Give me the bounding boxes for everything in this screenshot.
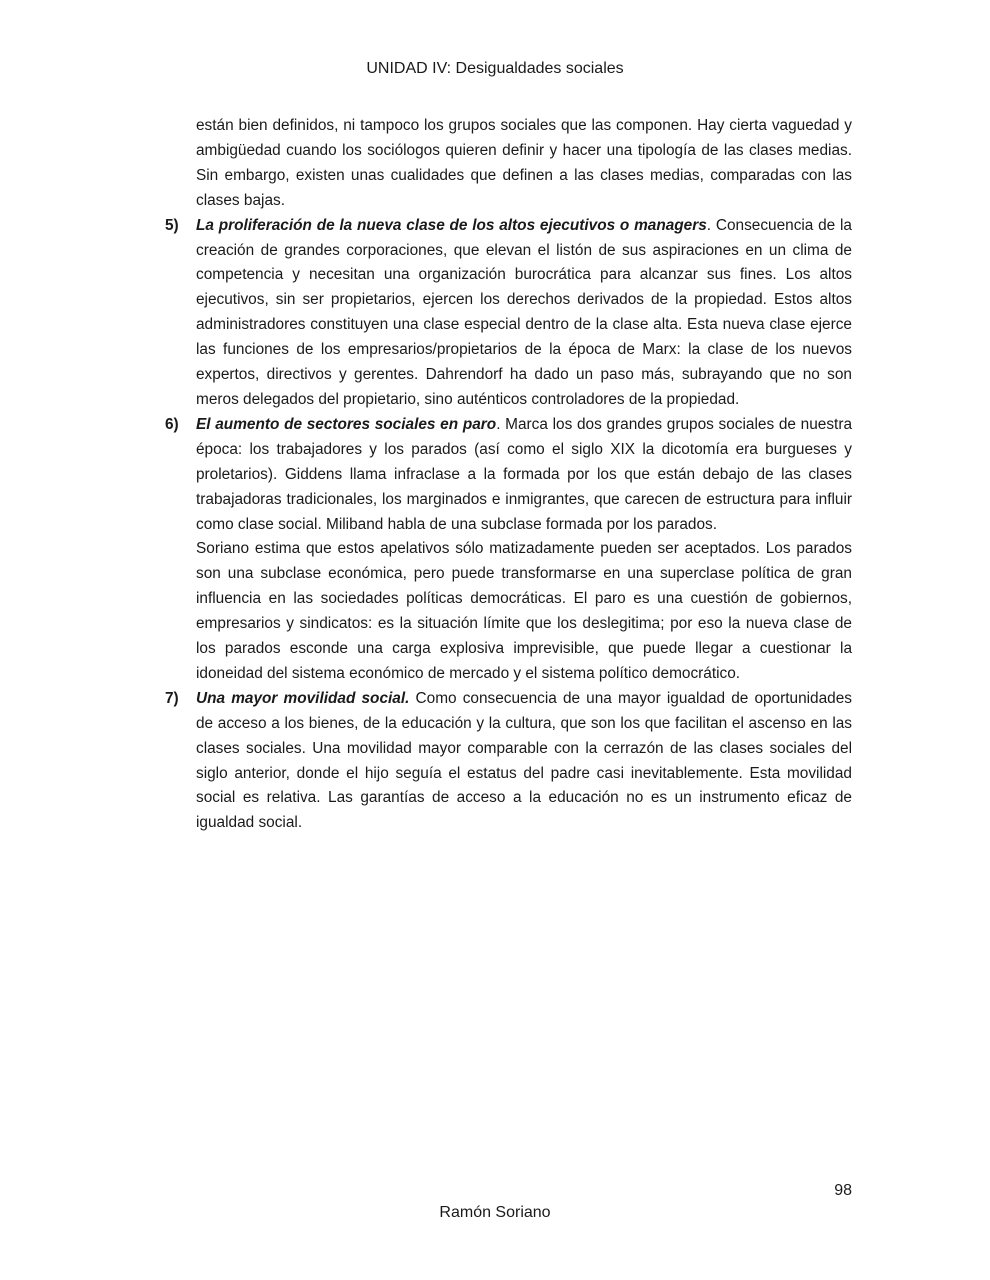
- list-item-5: [165, 214, 852, 413]
- list-item-text: . Consecuencia de la creación de grandes corporaciones, que elevan el listón de sus aspiraciones en un clima de competencia y necesitan una organización burocrática para alcanzar sus fines. Los altos ejecutivos, sin ser propietarios, ejercen los derechos derivados de la propiedad. Estos altos administradores constituyen una clase especial dentro de la clase alta. Esta nueva clase ejerce las funciones de los empresarios/propietarios de la época de Marx: la clase de los nuevos expertos, directivos y gerentes. Dahrendorf ha dado un paso más, subrayando que no son meros delegados del propietario, sino auténticos controladores de la propiedad.: [196, 216, 852, 408]
- list-item-lead: El aumento de sectores sociales en paro: [196, 415, 497, 433]
- list-number: 6): [165, 415, 179, 433]
- continuation-paragraph: están bien definidos, ni tampoco los grupos sociales que las componen. Hay cierta vaguedad y ambigüedad cuando los sociólogos quieren definir y hacer una tipología de las clases medias. Sin embargo, existen unas cualidades que definen a las clases medias, comparadas con las clases bajas.: [196, 117, 852, 209]
- running-header: UNIDAD IV: Desigualdades sociales: [366, 60, 624, 77]
- list-number: 7): [165, 689, 179, 707]
- list-item-body: [196, 413, 852, 538]
- list-item-lead: La proliferación de la nueva clase de los altos ejecutivos o managers: [196, 216, 707, 234]
- page-number: 98: [834, 1182, 852, 1199]
- list-item-7: [165, 687, 852, 836]
- list-item-body: [196, 687, 852, 836]
- list-item-6: [165, 413, 852, 687]
- page-body: [165, 114, 852, 836]
- list-item-text: Como consecuencia de una mayor igualdad de oportunidades de acceso a los bienes, de la educación y la cultura, que son los que facilitan el ascenso en las clases sociales. Una movilidad mayor comparable con la cerrazón de las clases sociales del siglo anterior, donde el hijo seguía el estatus del padre casi inevitablemente. Esta movilidad social es relativa. Las garantías de acceso a la educación no es un instrumento eficaz de igualdad social.: [196, 689, 852, 832]
- list-item-extra-paragraph: Soriano estima que estos apelativos sólo matizadamente pueden ser aceptados. Los parados son una subclase económica, pero puede transformarse en una superclase política de gran influencia en las sociedades políticas democráticas. El paro es una cuestión de gobiernos, empresarios y sindicatos: es la situación límite que los deslegitima; por eso la nueva clase de los parados esconde una carga explosiva imprevisible, que puede llegar a cuestionar la idoneidad del sistema económico de mercado y el sistema político democrático.: [196, 540, 852, 682]
- list-number: 5): [165, 216, 179, 234]
- list-item-body: [196, 214, 852, 413]
- list-item-text: . Marca los dos grandes grupos sociales de nuestra época: los trabajadores y los parados (así como el siglo XIX la dicotomía era burgueses y proletarios). Giddens llama infraclase a la formada por los que están debajo de las clases trabajadoras tradicionales, los marginados e inmigrantes, que carecen de estructura para influir como clase social. Miliband habla de una subclase formada por los parados.: [196, 415, 853, 533]
- running-footer: Ramón Soriano: [439, 1204, 551, 1221]
- list-item-lead: Una mayor movilidad social.: [196, 689, 410, 707]
